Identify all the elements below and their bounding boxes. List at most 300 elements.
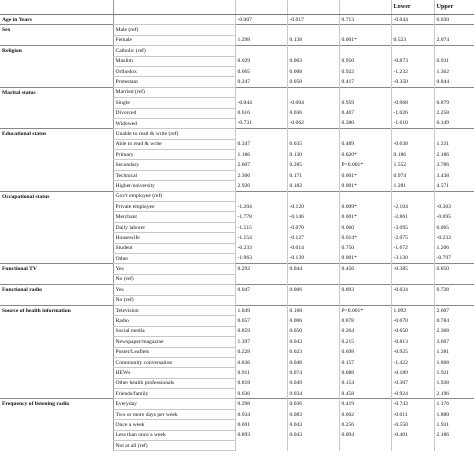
value-cell: -0.638 (391, 139, 434, 149)
value-cell: 0.523 (391, 35, 434, 45)
value-cell: 1.186 (235, 150, 287, 160)
value-cell: 2.196 (434, 389, 474, 399)
value-cell (339, 441, 391, 451)
value-cell: 1.397 (235, 337, 287, 347)
value-cell: 1.092 (391, 305, 434, 315)
category-cell (0, 66, 113, 76)
value-cell: 0.186 (391, 150, 434, 160)
value-cell: -2.104 (391, 202, 434, 212)
value-cell: -1.963 (235, 253, 287, 263)
category-cell (0, 56, 113, 66)
value-cell: -0.385 (391, 264, 434, 274)
value-cell: -0.004 (287, 98, 339, 108)
value-cell: 0.036 (287, 399, 339, 409)
category-cell (0, 409, 113, 419)
category-cell (0, 243, 113, 253)
value-cell: -0.146 (287, 212, 339, 222)
value-cell: 0.043 (287, 430, 339, 440)
value-cell: 2.607 (434, 305, 474, 315)
value-cell: -0.813 (391, 337, 434, 347)
value-cell: -0.401 (391, 430, 434, 440)
level-cell: Private employee (113, 202, 235, 212)
value-cell: 1.931 (434, 420, 474, 430)
value-cell (391, 295, 434, 305)
level-cell: Daily laborer (113, 222, 235, 232)
table-row (0, 202, 474, 212)
value-cell: 0.154 (339, 378, 391, 388)
value-cell (235, 129, 287, 139)
table-row (0, 118, 474, 128)
category-cell (0, 357, 113, 367)
value-cell: -0.007 (235, 15, 287, 25)
value-cell: 0.974 (391, 170, 434, 180)
value-cell: 0.094 (339, 430, 391, 440)
value-cell: 0.065 (434, 222, 474, 232)
level-cell: Student (113, 243, 235, 253)
value-cell (434, 25, 474, 35)
value-cell: -0.550 (391, 420, 434, 430)
category-cell (0, 35, 113, 45)
value-cell: 0.001* (339, 253, 391, 263)
category-cell (0, 326, 113, 336)
value-cell: -0.070 (287, 222, 339, 232)
category-cell (0, 441, 113, 451)
value-cell: -0.017 (287, 15, 339, 25)
value-cell (339, 295, 391, 305)
level-cell: Unable to read & write (ref) (113, 129, 235, 139)
category-cell (0, 170, 113, 180)
value-cell: 0.138 (287, 35, 339, 45)
category-cell: Functional radio (0, 285, 113, 295)
level-cell: Secondary (113, 160, 235, 170)
category-cell (0, 150, 113, 160)
value-cell: -0.873 (391, 56, 434, 66)
value-cell: -0.968 (391, 98, 434, 108)
table-row (0, 170, 474, 180)
category-cell (0, 253, 113, 263)
value-cell: 1.281 (391, 181, 434, 191)
value-cell: 0.228 (235, 347, 287, 357)
category-cell: Source of health information (0, 305, 113, 315)
value-cell: 1.868 (434, 357, 474, 367)
value-cell: 0.060 (339, 222, 391, 232)
value-cell: 0.750 (339, 243, 391, 253)
value-cell: 0.934 (235, 409, 287, 419)
value-cell: 0.035 (287, 139, 339, 149)
value-cell: 0.009* (339, 202, 391, 212)
value-cell: 0.893 (339, 285, 391, 295)
value-cell: 0.419 (339, 399, 391, 409)
table-row (0, 399, 474, 409)
value-cell: -0.350 (391, 77, 434, 87)
category-cell (0, 222, 113, 232)
category-cell (0, 77, 113, 87)
value-cell: 2.258 (434, 108, 474, 118)
table-row (0, 420, 474, 430)
level-cell: Community conversation (113, 357, 235, 367)
value-cell (339, 87, 391, 97)
value-cell (434, 191, 474, 201)
value-cell: 0.058 (287, 77, 339, 87)
level-cell: No (ref) (113, 295, 235, 305)
level-cell: Two or more days per week (113, 409, 235, 419)
value-cell (339, 25, 391, 35)
value-cell: -3.095 (391, 222, 434, 232)
category-cell (0, 274, 113, 284)
table-row (0, 66, 474, 76)
level-cell: Catholic (ref) (113, 46, 235, 56)
table-row (0, 326, 474, 336)
level-cell: Poster/Leaflets (113, 347, 235, 357)
value-cell: 0.171 (287, 170, 339, 180)
table-row (0, 15, 474, 25)
value-cell: 2.607 (235, 160, 287, 170)
header-cell (339, 0, 391, 15)
value-cell: 0.049 (287, 378, 339, 388)
category-cell (0, 389, 113, 399)
value-cell: 0.931 (434, 56, 474, 66)
value-cell: -3.130 (391, 253, 434, 263)
header-cell (235, 0, 287, 15)
table-row (0, 191, 474, 201)
value-cell: -1.515 (235, 222, 287, 232)
table-row (0, 347, 474, 357)
value-cell: 0.157 (339, 357, 391, 367)
level-cell: Able to read & write (113, 139, 235, 149)
category-cell (0, 316, 113, 326)
table-row (0, 441, 474, 451)
value-cell: 3.438 (434, 170, 474, 180)
value-cell (434, 295, 474, 305)
category-cell: Frequency of listening radio (0, 399, 113, 409)
value-cell (235, 191, 287, 201)
value-cell: 0.020* (339, 150, 391, 160)
category-cell: Marital status (0, 87, 113, 97)
value-cell: 0.062 (339, 409, 391, 419)
value-cell: 0.264 (339, 326, 391, 336)
value-cell: 2.186 (434, 430, 474, 440)
table-row (0, 378, 474, 388)
value-cell (434, 46, 474, 56)
value-cell: -0.743 (391, 399, 434, 409)
value-cell: -0.233 (434, 233, 474, 243)
value-cell: -0.044 (391, 15, 434, 25)
level-cell: Social media (113, 326, 235, 336)
value-cell (287, 274, 339, 284)
value-cell: 0.034 (287, 389, 339, 399)
value-cell: 0.048 (287, 357, 339, 367)
table-row (0, 316, 474, 326)
level-cell: Other (113, 253, 235, 263)
level-cell: Radio (113, 316, 235, 326)
level-cell: Less than once a week (113, 430, 235, 440)
table-row (0, 295, 474, 305)
value-cell (434, 129, 474, 139)
value-cell: 0.878 (339, 316, 391, 326)
table-row (0, 139, 474, 149)
category-cell (0, 347, 113, 357)
value-cell: 0.074 (287, 368, 339, 378)
value-cell: 0.247 (235, 77, 287, 87)
category-cell (0, 295, 113, 305)
value-cell (339, 129, 391, 139)
value-cell: 0.407 (339, 108, 391, 118)
value-cell: -1.154 (235, 233, 287, 243)
level-cell: Orthodox (113, 66, 235, 76)
value-cell: 0.030 (434, 15, 474, 25)
value-cell: 0.417 (339, 77, 391, 87)
value-cell: 1.331 (434, 139, 474, 149)
value-cell: -0.634 (391, 285, 434, 295)
level-cell: Television (113, 305, 235, 315)
value-cell (235, 46, 287, 56)
value-cell: 0.713 (339, 15, 391, 25)
value-cell: 0.728 (434, 285, 474, 295)
value-cell (339, 191, 391, 201)
table-row (0, 305, 474, 315)
value-cell (339, 274, 391, 284)
value-cell: -1.778 (235, 212, 287, 222)
value-cell: 0.698 (339, 347, 391, 357)
value-cell: 0.065 (235, 66, 287, 76)
table-row (0, 264, 474, 274)
table-row (0, 285, 474, 295)
value-cell: 2.306 (235, 170, 287, 180)
category-cell (0, 430, 113, 440)
value-cell: 2.186 (434, 150, 474, 160)
value-cell: 0.043 (287, 337, 339, 347)
category-cell (0, 368, 113, 378)
value-cell: 0.636 (235, 389, 287, 399)
table-row (0, 274, 474, 284)
value-cell: 1.176 (434, 399, 474, 409)
value-cell (287, 46, 339, 56)
table-row (0, 357, 474, 367)
level-cell: HEWs (113, 368, 235, 378)
value-cell: 2.368 (434, 326, 474, 336)
value-cell: 0.456 (339, 264, 391, 274)
value-cell: 0.006 (287, 316, 339, 326)
level-cell: No (ref) (113, 274, 235, 284)
value-cell: -0.233 (235, 243, 287, 253)
level-cell: Primary (113, 150, 235, 160)
table-row (0, 150, 474, 160)
value-cell: -0.797 (434, 253, 474, 263)
value-cell: 0.029 (235, 56, 287, 66)
value-cell (235, 295, 287, 305)
value-cell (235, 25, 287, 35)
value-cell: 1.362 (434, 66, 474, 76)
value-cell: -1.232 (391, 66, 434, 76)
header-cell (287, 0, 339, 15)
value-cell: 0.950 (339, 56, 391, 66)
value-cell (391, 129, 434, 139)
value-cell: 0.616 (235, 108, 287, 118)
table-row (0, 108, 474, 118)
value-cell: 0.879 (434, 98, 474, 108)
value-cell: 0.893 (235, 430, 287, 440)
value-cell: 0.023 (287, 347, 339, 357)
value-cell: 0.911 (235, 368, 287, 378)
value-cell (287, 129, 339, 139)
level-cell: Muslim (113, 56, 235, 66)
table-row (0, 253, 474, 263)
level-cell: Housewife (113, 233, 235, 243)
table-row (0, 46, 474, 56)
level-cell: Merchant (113, 212, 235, 222)
value-cell: -1.026 (391, 108, 434, 118)
value-cell: 1.552 (391, 160, 434, 170)
value-cell: -0.731 (235, 118, 287, 128)
header-row (0, 0, 474, 15)
table-row (0, 368, 474, 378)
value-cell: 0.818 (235, 378, 287, 388)
value-cell: 0.182 (287, 181, 339, 191)
level-cell: Female (113, 35, 235, 45)
value-cell: 0.050 (287, 326, 339, 336)
value-cell (434, 274, 474, 284)
value-cell: -0.307 (391, 378, 434, 388)
table-row (0, 243, 474, 253)
value-cell: 0.083 (287, 409, 339, 419)
table-row (0, 222, 474, 232)
value-cell (339, 46, 391, 56)
value-cell: 0.784 (434, 316, 474, 326)
value-cell (287, 295, 339, 305)
value-cell: 0.292 (235, 264, 287, 274)
table-row (0, 233, 474, 243)
table-row (0, 98, 474, 108)
category-cell (0, 181, 113, 191)
category-cell (0, 98, 113, 108)
value-cell (235, 441, 287, 451)
value-cell: 0.380 (339, 118, 391, 128)
value-cell: 1.381 (434, 347, 474, 357)
category-cell (0, 420, 113, 430)
value-cell: 0.003 (287, 56, 339, 66)
value-cell: -0.011 (391, 409, 434, 419)
level-cell: Once a week (113, 420, 235, 430)
category-cell (0, 202, 113, 212)
value-cell: -0.303 (434, 202, 474, 212)
level-cell: Friends/family (113, 389, 235, 399)
category-cell (0, 337, 113, 347)
value-cell (235, 87, 287, 97)
table-row (0, 212, 474, 222)
value-cell (391, 87, 434, 97)
value-cell: 1.938 (434, 378, 474, 388)
level-cell: Divorced (113, 108, 235, 118)
level-cell: Yes (113, 264, 235, 274)
value-cell: -0.044 (235, 98, 287, 108)
table-row (0, 25, 474, 35)
level-cell: Widowed (113, 118, 235, 128)
value-cell: 2.926 (235, 181, 287, 191)
level-cell: Newspaper/magazine (113, 337, 235, 347)
category-cell (0, 378, 113, 388)
level-cell: Married (ref) (113, 87, 235, 97)
value-cell: 0.014* (339, 233, 391, 243)
value-cell: 0.001* (339, 35, 391, 45)
value-cell: 4.571 (434, 181, 474, 191)
value-cell: 0.458 (339, 389, 391, 399)
value-cell: 0.057 (235, 316, 287, 326)
value-cell (287, 441, 339, 451)
value-cell: -1.610 (391, 118, 434, 128)
value-cell: -0.924 (391, 389, 434, 399)
value-cell: -1.204 (235, 202, 287, 212)
value-cell: 1.206 (434, 243, 474, 253)
level-cell: Protestant (113, 77, 235, 87)
value-cell: -2.075 (391, 233, 434, 243)
category-cell: Religion (0, 46, 113, 56)
category-cell: Occupational status (0, 191, 113, 201)
category-cell (0, 233, 113, 243)
value-cell (391, 25, 434, 35)
category-cell (0, 212, 113, 222)
level-cell (113, 15, 235, 25)
level-cell: Gov't employee (ref) (113, 191, 235, 201)
value-cell (391, 441, 434, 451)
level-cell: Not at all (ref) (113, 441, 235, 451)
level-cell: Yes (113, 285, 235, 295)
value-cell: -1.672 (391, 243, 434, 253)
value-cell (391, 191, 434, 201)
table-row (0, 409, 474, 419)
value-cell: 0.044 (287, 264, 339, 274)
category-cell (0, 108, 113, 118)
value-cell: 1.921 (434, 368, 474, 378)
value-cell: 0.008 (287, 66, 339, 76)
header-cell (0, 0, 113, 15)
value-cell: 0.215 (339, 337, 391, 347)
value-cell: -0.695 (434, 212, 474, 222)
value-cell (287, 87, 339, 97)
value-cell: 0.036 (287, 108, 339, 118)
value-cell: 0.298 (235, 399, 287, 409)
value-cell (287, 191, 339, 201)
table-row (0, 337, 474, 347)
value-cell: 0.001* (339, 181, 391, 191)
level-cell: Technical (113, 170, 235, 180)
value-cell: 0.922 (339, 66, 391, 76)
table-row (0, 77, 474, 87)
value-cell: 0.047 (235, 285, 287, 295)
value-cell: 0.001* (339, 170, 391, 180)
value-cell: -0.014 (287, 243, 339, 253)
category-cell: Sex (0, 25, 113, 35)
value-cell: 0.844 (434, 77, 474, 87)
value-cell: 0.088 (339, 368, 391, 378)
value-cell: 1.880 (434, 409, 474, 419)
value-cell: 0.489 (339, 139, 391, 149)
level-cell: Higher/university (113, 181, 235, 191)
value-cell: -0.127 (287, 233, 339, 243)
table-row (0, 389, 474, 399)
value-cell: -0.670 (391, 316, 434, 326)
value-cell: 0.691 (235, 420, 287, 430)
value-cell (391, 46, 434, 56)
value-cell: -0.925 (391, 347, 434, 357)
value-cell: 0.347 (235, 139, 287, 149)
category-cell (0, 139, 113, 149)
table-row (0, 56, 474, 66)
value-cell: -0.120 (287, 202, 339, 212)
value-cell: 2.074 (434, 35, 474, 45)
value-cell: -0.650 (391, 326, 434, 336)
value-cell: 3.786 (434, 160, 474, 170)
level-cell: Male (ref) (113, 25, 235, 35)
